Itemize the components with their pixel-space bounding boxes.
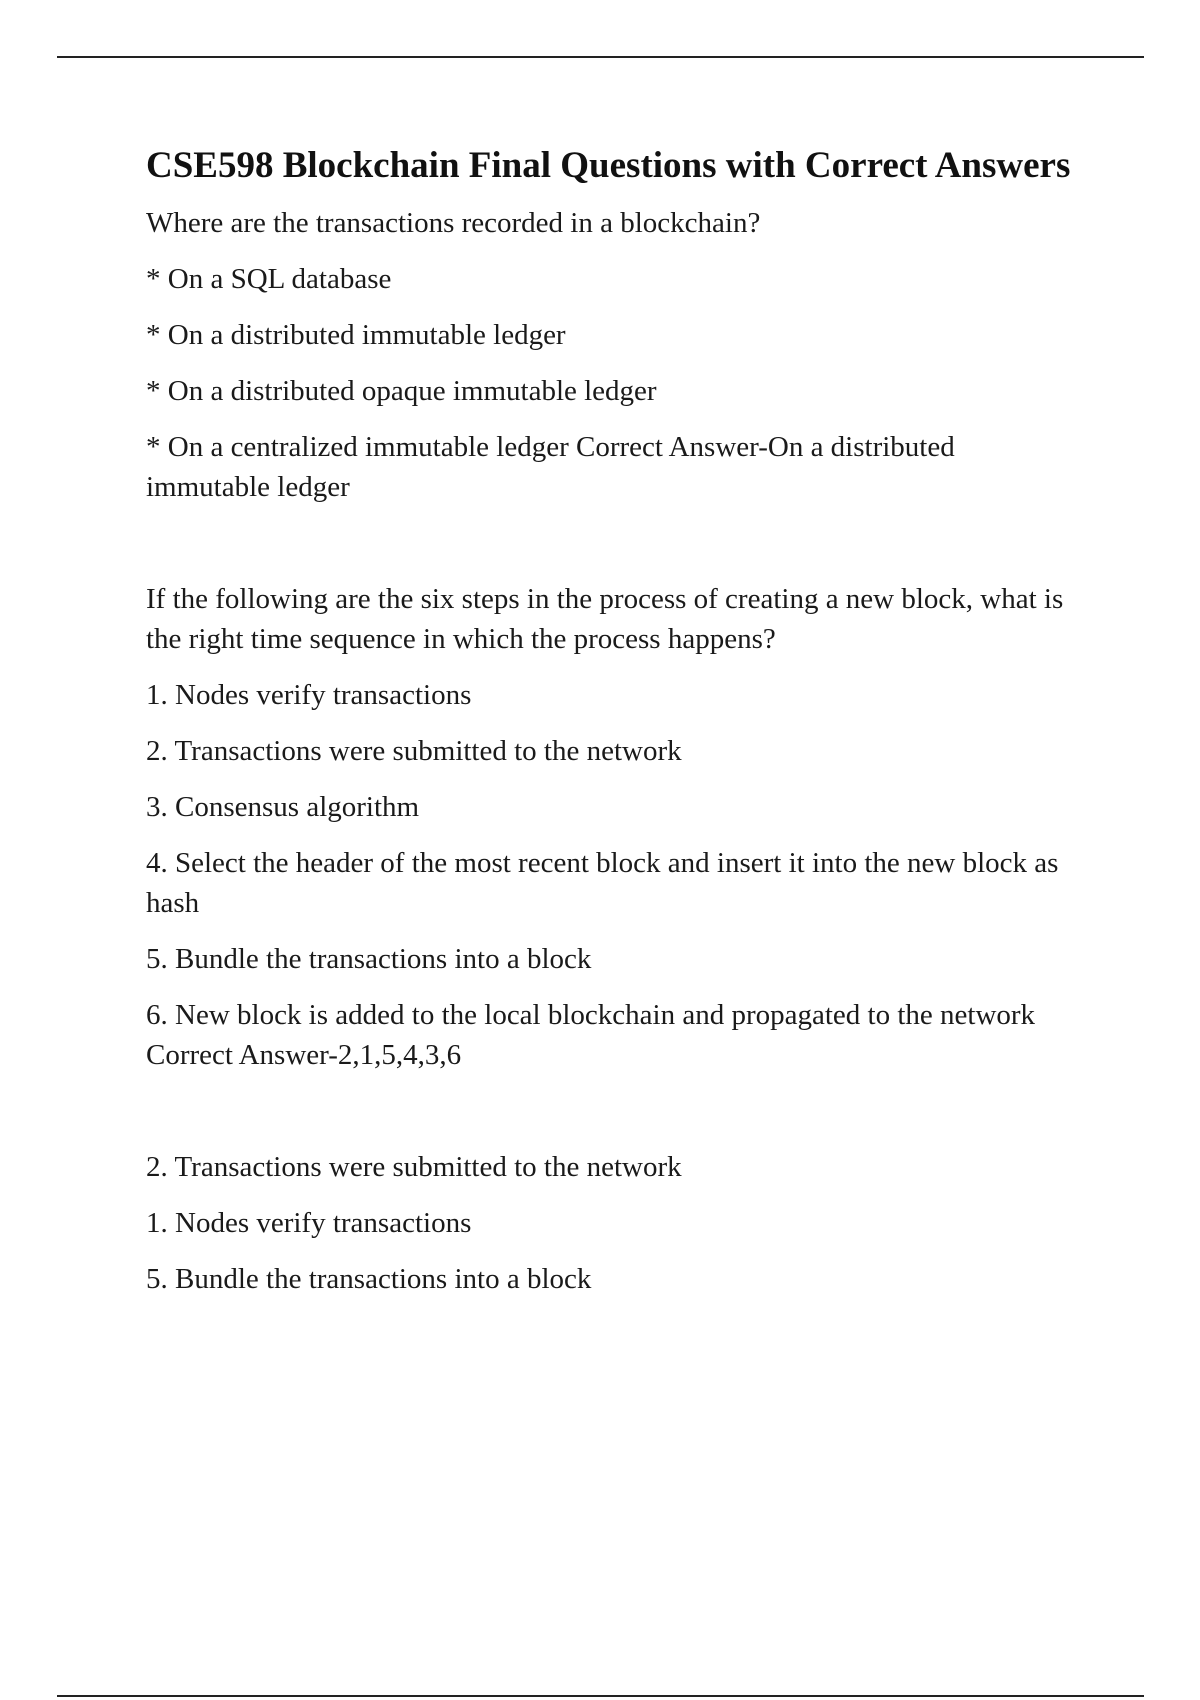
spacer (146, 1091, 1076, 1147)
top-rule (57, 56, 1144, 58)
question-2-step: 3. Consensus algorithm (146, 791, 420, 823)
question-1-text: Where are the transactions recorded in a blockchain? (146, 207, 761, 239)
question-2 (146, 579, 1076, 1075)
document-title: CSE598 Blockchain Final Questions with Correct Answers (146, 145, 1071, 186)
question-2-text: If the following are the six steps in the process of creating a new block, what is the right time sequence in which the process happens? (146, 583, 1064, 655)
question-1-option: * On a distributed immutable ledger (146, 319, 566, 351)
continuation-step: 2. Transactions were submitted to the network (146, 1151, 682, 1183)
question-1-option-with-answer: * On a centralized immutable ledger Correct Answer-On a distributed immutable ledger (146, 431, 955, 503)
question-2-step: 5. Bundle the transactions into a block (146, 943, 592, 975)
question-2-step: 2. Transactions were submitted to the network (146, 735, 682, 767)
question-2-step: 4. Select the header of the most recent block and insert it into the new block as hash (146, 847, 1059, 919)
question-1 (146, 203, 1076, 507)
question-2-step-with-answer: 6. New block is added to the local blockchain and propagated to the network Correct Answer-2,1,5,4,3,6 (146, 999, 1036, 1071)
answer-continuation (146, 1147, 1076, 1299)
question-1-option: * On a SQL database (146, 263, 392, 295)
continuation-step: 5. Bundle the transactions into a block (146, 1263, 592, 1295)
question-1-option: * On a distributed opaque immutable ledger (146, 375, 657, 407)
question-2-step: 1. Nodes verify transactions (146, 679, 472, 711)
bottom-rule (57, 1695, 1144, 1697)
continuation-step: 1. Nodes verify transactions (146, 1207, 472, 1239)
spacer (146, 523, 1076, 579)
document-body (146, 141, 1076, 1315)
